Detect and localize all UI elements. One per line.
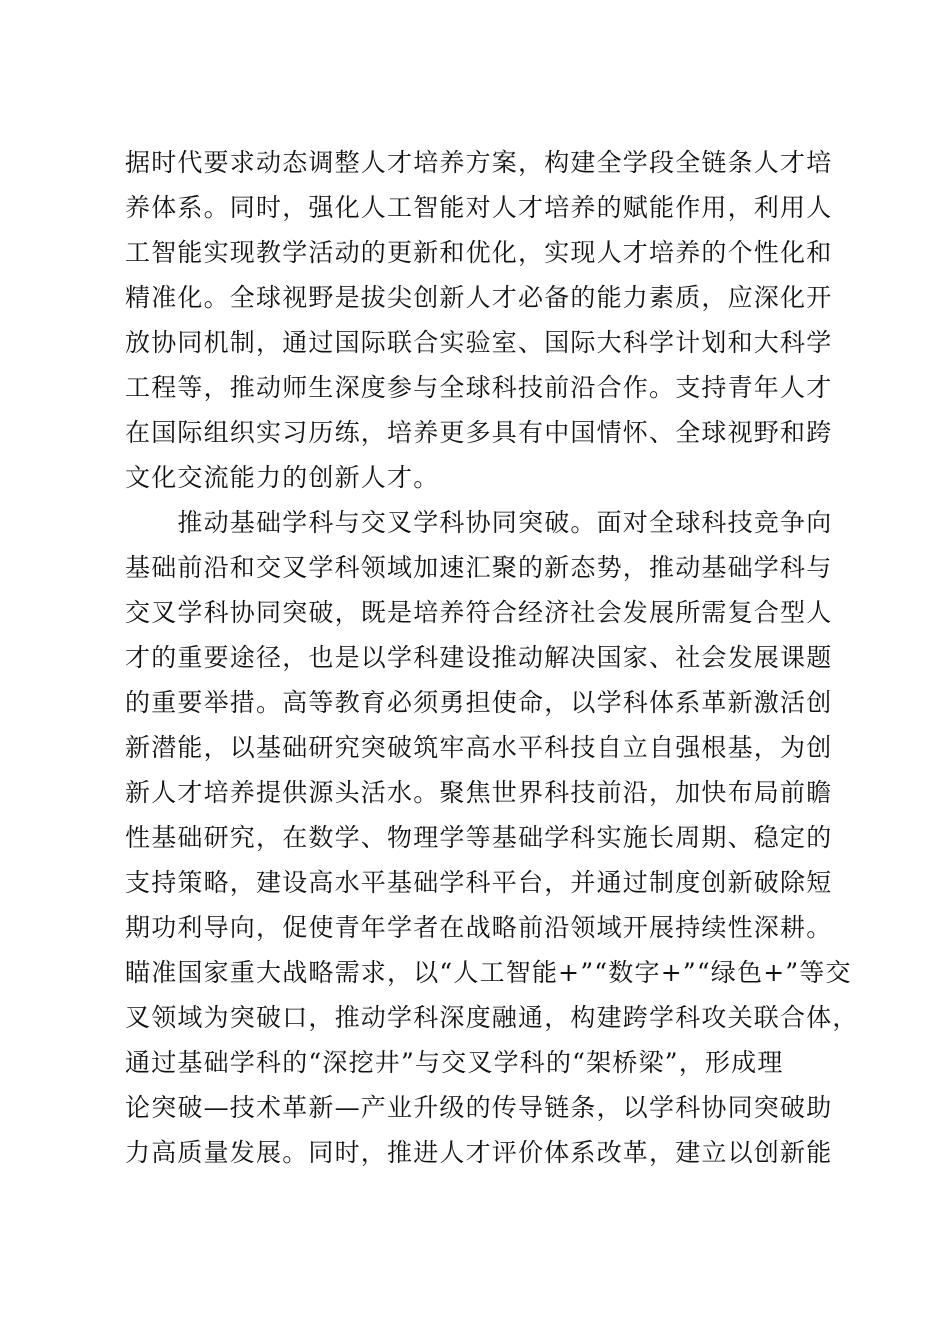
text-line: 推动基础学科与交叉学科协同突破。面对全球科技竞争向 (125, 508, 833, 537)
text-line: 通过基础学科的“深挖井”与交叉学科的“架桥梁”，形成理 (125, 1048, 784, 1077)
text-line: 力高质量发展。同时，推进人才评价体系改革，建立以创新能 (125, 1138, 833, 1167)
text-line: 文化交流能力的创新人才。 (125, 463, 440, 492)
text-line: 新潜能，以基础研究突破筑牢高水平科技自立自强根基，为创 (125, 733, 833, 762)
text-line: 基础前沿和交叉学科领域加速汇聚的新态势，推动基础学科与 (125, 553, 833, 582)
text-line: 性基础研究，在数学、物理学等基础学科实施长周期、稳定的 (125, 823, 833, 852)
text-line: 交叉学科协同突破，既是培养符合经济社会发展所需复合型人 (125, 598, 833, 627)
text-line: 才的重要途径，也是以学科建设推动解决国家、社会发展课题 (125, 643, 833, 672)
text-line: 养体系。同时，强化人工智能对人才培养的赋能作用，利用人 (125, 193, 833, 222)
text-line: 精准化。全球视野是拔尖创新人才必备的能力素质，应深化开 (125, 283, 833, 312)
text-line: 的重要举措。高等教育必须勇担使命，以学科体系革新激活创 (125, 688, 833, 717)
text-line: 新人才培养提供源头活水。聚焦世界科技前沿，加快布局前瞻 (125, 778, 833, 807)
text-line: 期功利导向，促使青年学者在战略前沿领域开展持续性深耕。 (125, 913, 833, 942)
text-line: 瞄准国家重大战略需求，以“人工智能+”“数字+”“绿色+”等交 (125, 958, 852, 987)
text-line: 支持策略，建设高水平基础学科平台，并通过制度创新破除短 (125, 868, 833, 897)
text-line: 叉领域为突破口，推动学科深度融通，构建跨学科攻关联合体， (125, 1003, 859, 1032)
text-line: 工程等，推动师生深度参与全球科技前沿合作。支持青年人才 (125, 373, 833, 402)
text-line: 工智能实现教学活动的更新和优化，实现人才培养的个性化和 (125, 238, 833, 267)
text-line: 在国际组织实习历练，培养更多具有中国情怀、全球视野和跨 (125, 418, 833, 447)
article-body (125, 140, 859, 1175)
text-line: 据时代要求动态调整人才培养方案，构建全学段全链条人才培 (125, 148, 833, 177)
text-line: 放协同机制，通过国际联合实验室、国际大科学计划和大科学 (125, 328, 833, 357)
text-line: 论突破—技术革新—产业升级的传导链条，以学科协同突破助 (125, 1093, 833, 1122)
